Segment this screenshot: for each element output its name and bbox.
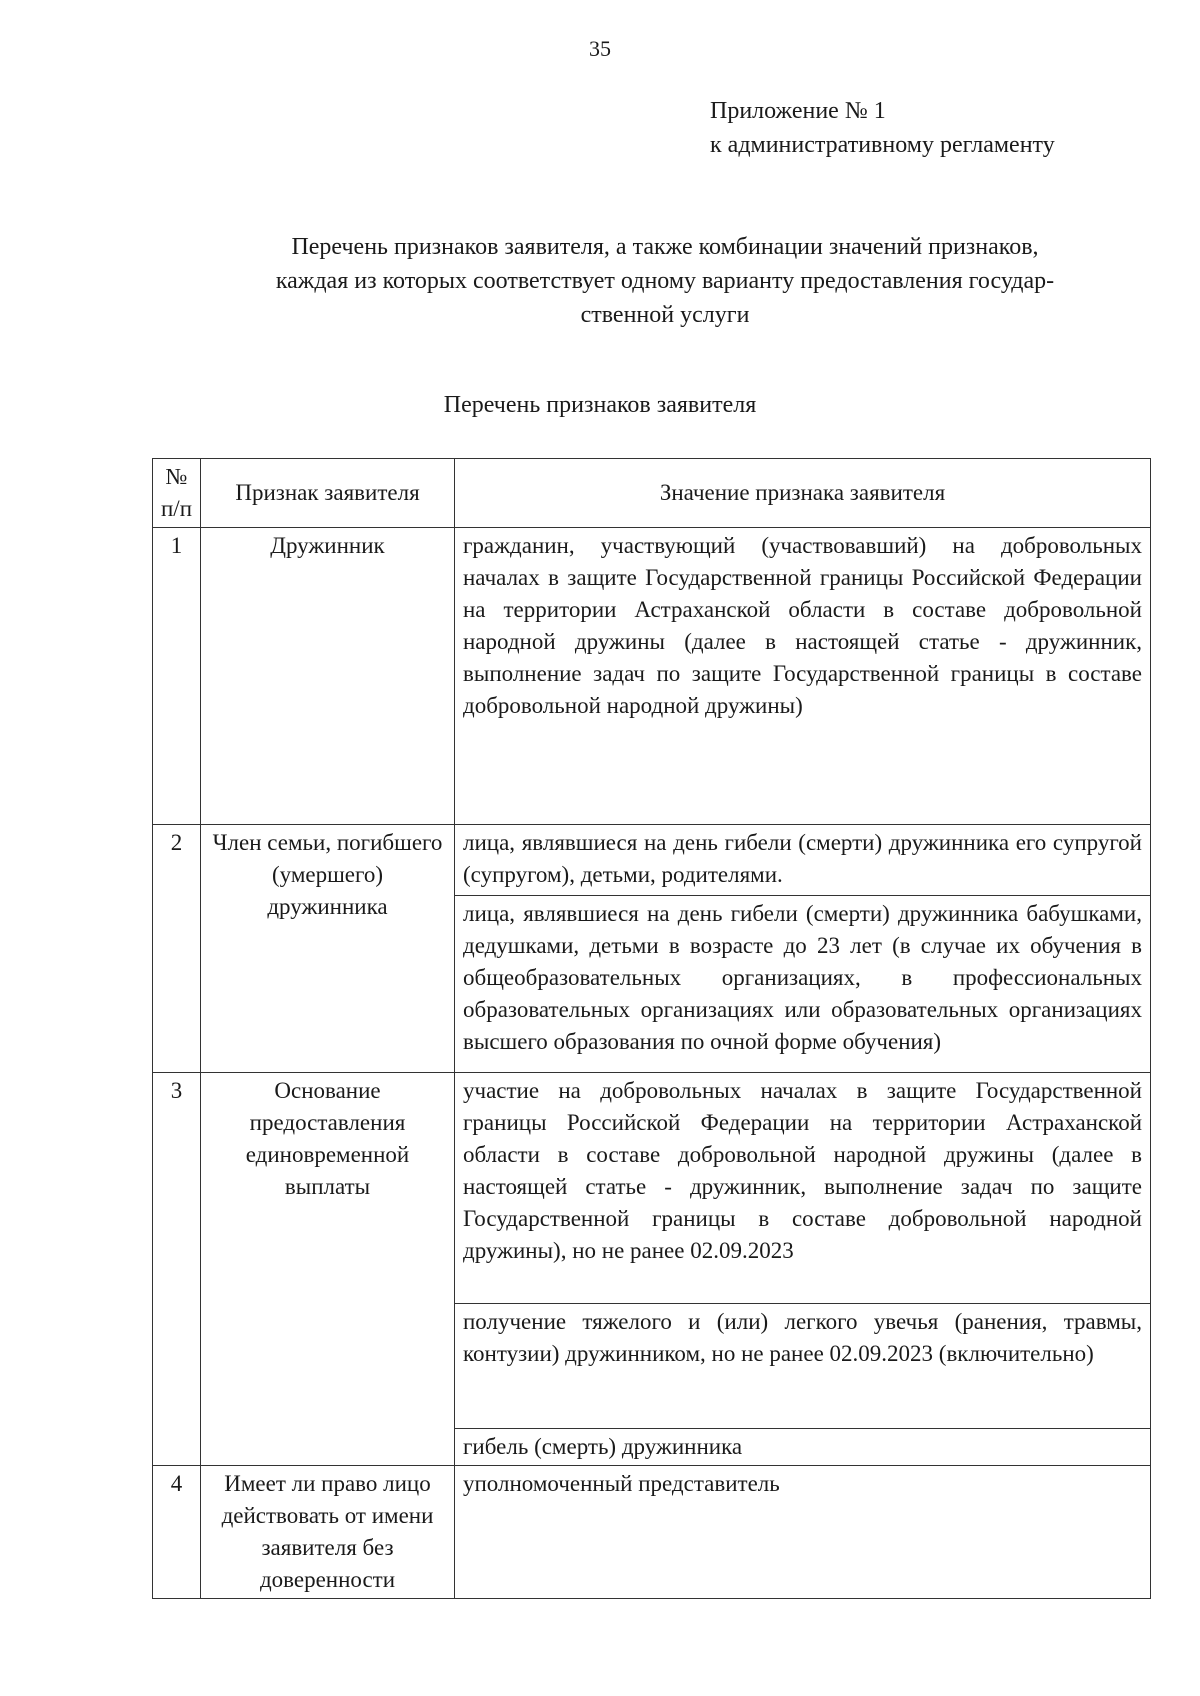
title-line-3: ственной услуги: [580, 302, 750, 328]
row-value: участие на добровольных началах в защите Государственной границы Российской Федерации на территории Астраханской области в составе добровольной народной дружины (далее в настоящей статье - дружинник, выполнение задач по защите Государственной границы в составе добровольной народной дружины), но не ранее 02.09.2023: [455, 1073, 1151, 1304]
row-name: Дружинник: [201, 528, 455, 825]
table-row: [153, 1073, 1151, 1304]
row-value: гражданин, участвующий (участвовавший) на добровольных началах в защите Государственной границы Российской Федерации на территории Астраханской области в составе добровольной народной дружины (далее в настоящей статье - дружинник, выполнение задач по защите Государственной границы в составе добровольной народной дружины): [455, 528, 1151, 825]
row-value: уполномоченный представитель: [455, 1466, 1151, 1599]
table-row: [153, 1466, 1151, 1599]
title-line-2: каждая из которых соответствует одному варианту предоставления государ-: [275, 268, 1055, 294]
header-num: № п/п: [153, 459, 201, 528]
row-value: лица, являвшиеся на день гибели (смерти) дружинника его супругой (супругом), детьми, родителями.: [455, 825, 1151, 896]
row-num: 2: [153, 825, 201, 1073]
row-num: 1: [153, 528, 201, 825]
row-value: гибель (смерть) дружинника: [455, 1429, 1151, 1466]
table-row: [153, 528, 1151, 825]
table-header-row: [153, 459, 1151, 528]
row-name: Основание предоставления единовременной выплаты: [201, 1073, 455, 1466]
header-name: Признак заявителя: [201, 459, 455, 528]
row-value: получение тяжелого и (или) легкого увечья (ранения, травмы, контузии) дружинником, но не ранее 02.09.2023 (включительно): [455, 1304, 1151, 1429]
row-value: лица, являвшиеся на день гибели (смерти) дружинника бабушками, дедушками, детьми в возрасте до 23 лет (в случае их обучения в общеобразовательных организациях, в профессиональных образовательных организациях или образовательных организациях высшего образования по очной форме обучения): [455, 896, 1151, 1073]
row-num: 3: [153, 1073, 201, 1466]
table-caption: Перечень признаков заявителя: [443, 392, 757, 418]
title-line-1: Перечень признаков заявителя, а также комбинации значений признаков,: [291, 234, 1039, 260]
document-title: [185, 230, 1145, 332]
appendix-line-1: Приложение № 1: [710, 98, 886, 124]
row-name: Член семьи, погибшего (умершего) дружинника: [201, 825, 455, 1073]
page-number: 35: [589, 36, 611, 61]
header-value: Значение признака заявителя: [455, 459, 1151, 528]
criteria-table: [152, 458, 1151, 1599]
table-row: [153, 825, 1151, 896]
appendix-note: [710, 94, 1055, 162]
row-name: Имеет ли право лицо действовать от имени заявителя без доверенности: [201, 1466, 455, 1599]
appendix-line-2: к административному регламенту: [710, 132, 1055, 158]
row-num: 4: [153, 1466, 201, 1599]
